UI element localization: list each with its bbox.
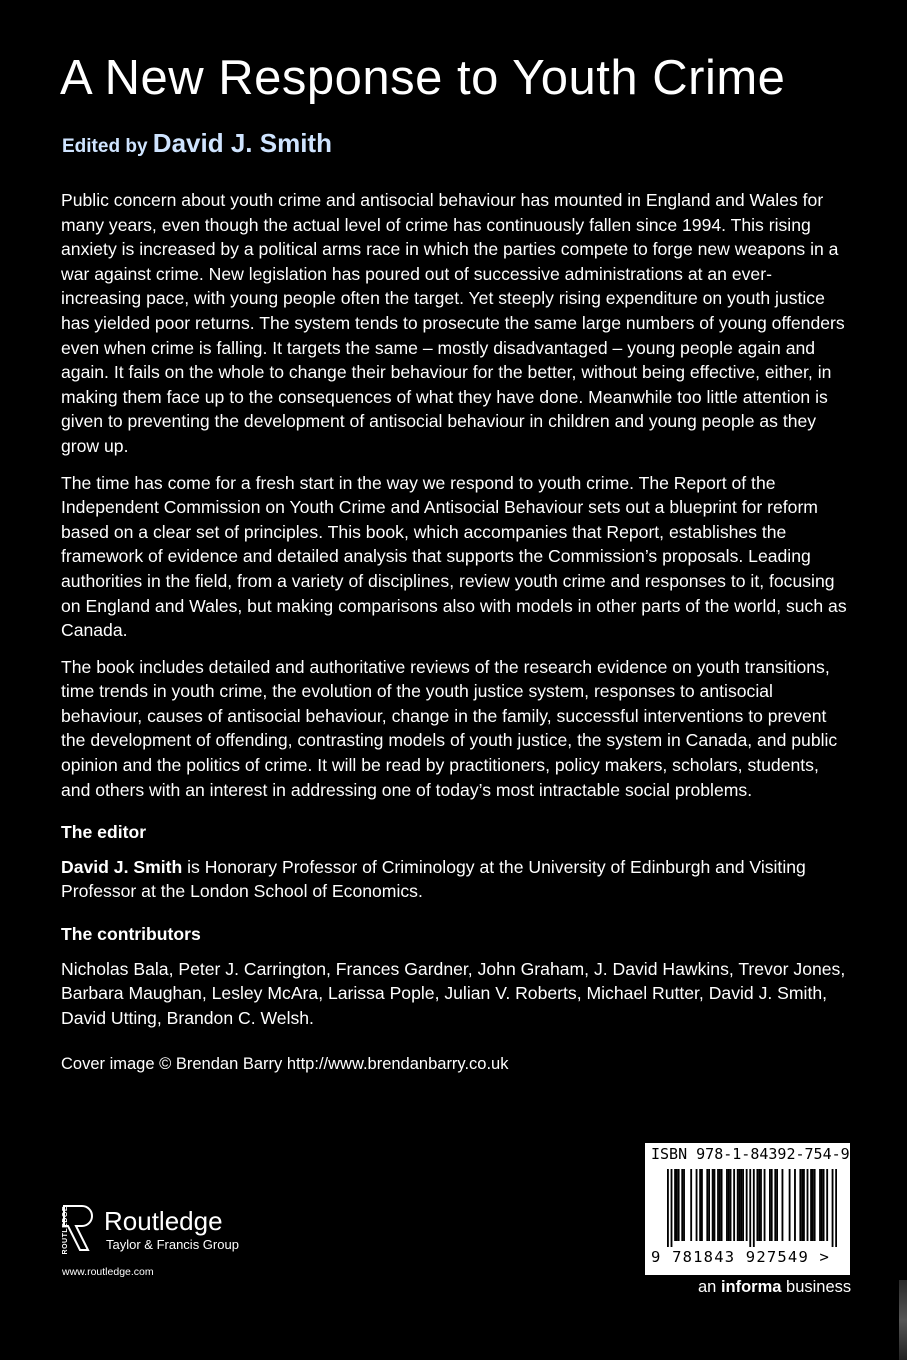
barcode-bar [740,1169,742,1241]
barcode-bar [712,1169,714,1241]
isbn-barcode [645,1143,850,1275]
editor-bio-text: is Honorary Professor of Criminology at the University of Edinburgh and Visiting Professor at the London School of Economics. [61,856,806,902]
blurb-paragraph-3: The book includes detailed and authoritative reviews of the research evidence on youth transitions, time trends in youth crime, the evolution of the youth justice system, responses to antisocial behaviour, causes of antisocial behaviour, change in the family, successful interventions to prevent the development of offending, contrasting models of youth justice, the system in Canada, and public opinion and the politics of crime. It will be read by practitioners, policy makers, scholars, students, and others with an interest in addressing one of today’s most intractable social problems. [61,656,838,800]
barcode-bar [674,1169,676,1241]
edited-by-line [62,128,332,159]
barcode-bar [764,1169,766,1241]
barcode-bar [821,1169,823,1241]
editor-bio [61,855,851,904]
editor-bio-name: David J. Smith [61,856,183,877]
publisher-block [60,1204,260,1284]
barcode-bar [746,1169,748,1241]
informa-prefix: an [698,1278,721,1296]
barcode-bar [758,1169,760,1241]
edge-strip [899,1280,907,1360]
editor-name-heading: David J. Smith [152,128,332,158]
barcode-bar [819,1169,821,1241]
barcode-bar [753,1169,755,1247]
barcode-bar [737,1169,739,1241]
barcode-bar [714,1169,716,1241]
publisher-name: Routledge [104,1206,223,1236]
barcode-bar [726,1169,728,1241]
barcode-bar [812,1169,814,1241]
barcode-bar [719,1169,721,1241]
barcode-bar [776,1169,778,1241]
back-cover-text [61,188,851,1089]
barcode-bar [717,1169,719,1241]
barcode-bar [760,1169,762,1241]
barcode-bar [769,1169,771,1241]
barcode-bar [721,1169,723,1241]
informa-tagline [698,1278,851,1297]
barcode-bar [683,1169,685,1241]
barcode-bar [810,1169,812,1241]
publisher-url: www.routledge.com [62,1266,154,1278]
barcode-bar [690,1169,692,1241]
edited-by-label: Edited by [62,136,148,157]
barcode-bar [803,1169,805,1241]
routledge-logo-text: ROUTLEDGE [62,1206,69,1255]
barcode-bar [799,1169,801,1241]
barcode-bar [671,1169,673,1247]
barcode-bar [678,1169,680,1241]
barcode-bar [730,1169,732,1241]
barcode-bar [771,1169,773,1241]
informa-suffix: business [781,1278,852,1296]
editor-heading: The editor [61,822,147,843]
barcode-bar [835,1169,837,1247]
cover-image-credit: Cover image © Brendan Barry http://www.brendanbarry.co.uk [61,1055,509,1074]
blurb-paragraph-2: The time has come for a fresh start in the way we respond to youth crime. The Report of the Independent Commission on Youth Crime and Antisocial Behaviour sets out a blueprint for reform based on a clear set of principles. This book, which accompanies that Report, establishes the framework of evidence and detailed analysis that supports the Commission’s proposals. Leading authorities in the field, from a variety of disciplines, review youth crime and responses to it, focusing on England and Wales, but making comparisons also with models in other parts of the world, such as Canada. [61,472,847,641]
contributors-heading: The contributors [61,924,201,945]
barcode-bar [696,1169,698,1241]
barcode-bar [728,1169,730,1241]
informa-brand: informa [720,1278,782,1296]
barcode-bar [706,1169,708,1241]
barcode-bar [794,1169,796,1241]
barcode-bar [699,1169,701,1241]
barcode-bar [739,1169,741,1241]
barcode-bar [676,1169,678,1241]
barcode-bar [832,1169,834,1247]
book-title: A New Response to Youth Crime [60,51,786,105]
publisher-group: Taylor & Francis Group [106,1237,239,1252]
barcode-bar [807,1169,809,1241]
barcode-bar [667,1169,669,1247]
barcode-bar [789,1169,791,1241]
barcode-bar [742,1169,744,1241]
barcode-bar [801,1169,803,1241]
barcode-bars [667,1169,837,1247]
barcode-bar [756,1169,758,1241]
blurb-paragraph-1: Public concern about youth crime and antisocial behaviour has mounted in England and Wales for many years, even though the actual level of crime has continuously fallen since 1994. This rising anxiety is increased by a political arms race in which the parties compete to forge new weapons in a war against crime. New legislation has poured out of successive administrations at an ever-increasing pace, with young people often the target. Yet steeply rising expenditure on youth justice has yielded poor returns. The system tends to prosecute the same large numbers of young offenders even when crime is falling. It targets the same – mostly disadvantaged – young people again and again. It fails on the whole to change their behaviour for the better, without being effective, either, in making them face up to the consequences of what they have done. Meanwhile too little attention is given to preventing the development of antisocial behaviour in children and young people as they grow up. [61,190,845,456]
barcode-bar [814,1169,816,1241]
barcode-bar [749,1169,751,1247]
barcode-bar [823,1169,825,1241]
barcode-bar [782,1169,784,1241]
contributors-list: Nicholas Bala, Peter J. Carrington, Frances Gardner, John Graham, J. David Hawkins, Trevor Jones, Barbara Maughan, Lesley McAra, Larissa Pople, Julian V. Roberts, Michael Rutter, David J. Smith, David Utting, Brandon C. Welsh. [61,958,846,1028]
barcode-bar [826,1169,828,1241]
barcode-bar [681,1169,683,1241]
barcode-bar [708,1169,710,1241]
barcode-bar [774,1169,776,1241]
isbn-label: ISBN 978-1-84392-754-9 [651,1145,850,1163]
barcode-bar [733,1169,735,1241]
barcode-bar [701,1169,703,1241]
barcode-digits: 9 781843 927549 > [651,1248,831,1266]
